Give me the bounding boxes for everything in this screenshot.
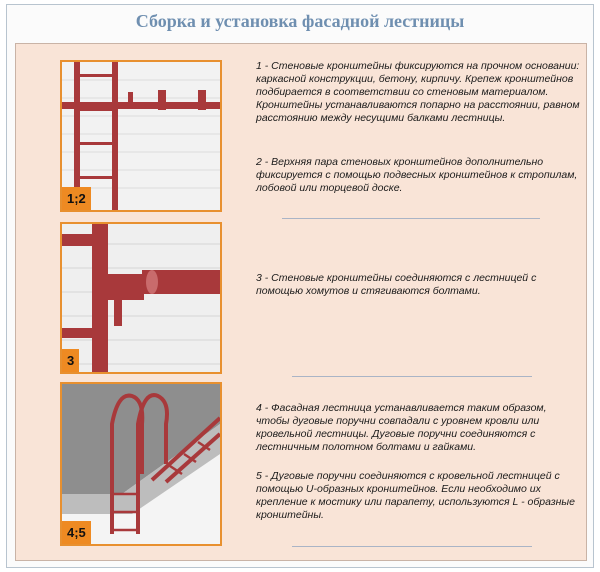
step-5-text: 5 - Дуговые поручни соединяются с кровельной лестницей с помощью U-образных кронштейнов. Если необходимо их крепление к мостику или парапету, используются L - образные кронштейны. bbox=[256, 470, 575, 521]
step-4-text: 4 - Фасадная лестница устанавливается таким образом, чтобы дуговые поручни совпадали с уровнем кровли или кровельной лестницы. Дуговые поручни соединяются с лестничным полотном болтами и гайками. bbox=[256, 402, 547, 453]
step-1-text: 1 - Стеновые кронштейны фиксируются на прочном основании: каркасной конструкции, бетону, кирпичу. Крепеж кронштейнов подбирается в соответствии со стеновым материалом. Кронштейны устанавливаются попарно на расстоянии, равном расстоянию между несущими балками лестницы. bbox=[256, 60, 580, 124]
photo-wall-brackets bbox=[60, 60, 222, 212]
step-3-text: 3 - Стеновые кронштейны соединяются с лестницей с помощью хомутов и стягиваются болтами. bbox=[256, 272, 537, 297]
separator bbox=[282, 218, 540, 219]
page-frame bbox=[6, 4, 594, 568]
clamps-illustration bbox=[62, 224, 220, 372]
photo-clamps bbox=[60, 222, 222, 374]
handrails-illustration bbox=[62, 384, 220, 544]
content-panel bbox=[15, 43, 587, 561]
photo-handrails bbox=[60, 382, 222, 546]
separator bbox=[292, 546, 532, 547]
step-badge: 3 bbox=[62, 349, 79, 372]
separator bbox=[292, 376, 532, 377]
step-badge: 4;5 bbox=[62, 521, 91, 544]
step-2-text: 2 - Верхняя пара стеновых кронштейнов дополнительно фиксируется с помощью подвесных кронштейнов к стропилам, лобовой или торцевой доске. bbox=[256, 156, 578, 194]
page-title: Сборка и установка фасадной лестницы bbox=[135, 11, 465, 31]
step-badge: 1;2 bbox=[62, 187, 91, 210]
